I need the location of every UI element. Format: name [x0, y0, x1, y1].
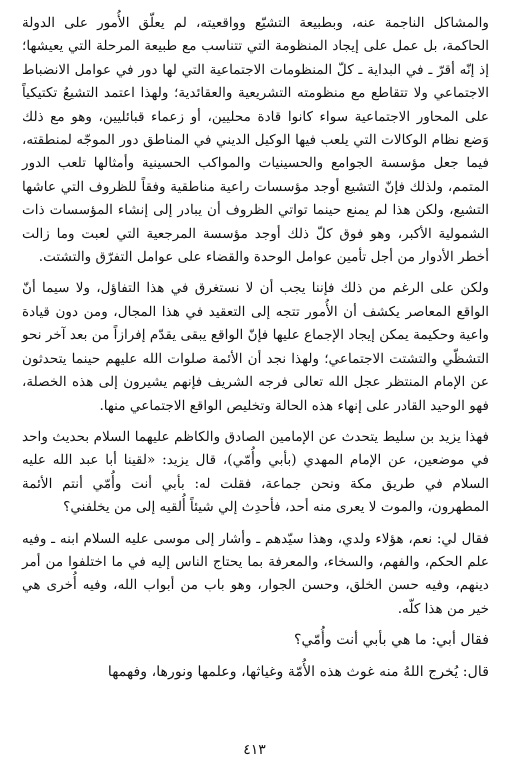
paragraph-2: ولكن على الرغم من ذلك فإننا يجب أن لا نستغرق في هذا التفاؤل، ولا سيما أنّ الواقع المعاصر يكشف أن الأُمور تتجه إلى التعقيد في هذا المجال، ومن دون قيادة واعية وحكيمة يمكن إيجاد الإجماع عليها فإنّ الواقع يبقى يقدّم إفرازاً من بعد آخر نحو التشظّي والتشتت الاجتماعي؛ ولهذا نجد أن الأئمة صلوات الله عليهم حينما يتحدثون عن الإمام المنتظر عجل الله تعالى فرجه الشريف فإنهم يشيرون إلى هذه الخصلة، فهو الوحيد القادر على إنهاء هذه الحالة وتخليص الواقع الاجتماعي منها.	[22, 280, 489, 414]
paragraph-6: قال: يُخرج اللهُ منه غوث هذه الأُمّة وغياثها، وعلمها ونورها، وفهمها	[107, 663, 489, 680]
paragraph-4: فقال لي: نعم، هؤلاء ولدي، وهذا سيّدهم ـ وأشار إلى موسى عليه السلام ابنه ـ وفيه علم الحكم، والفهم، والسخاء، والمعرفة بما يحتاج الناس إليه في ما اختلفوا من أمر دينهم، وفيه حسن الخلق، وحسن الجوار، وهو باب من أبواب الله، وفيه أُخرى هي خير من هذا كلّه.	[22, 530, 489, 617]
paragraph-1: والمشاكل الناجمة عنه، وبطبيعة التشيّع وواقعيته، لم يعلّق الأُمور على الدولة الحاكمة، بل عمل على إيجاد المنظومة التي تتناسب مع طبيعة المرحلة التي يعيشها؛ إذ إنّه أقرّ ـ في البداية ـ كلّ المنظومات الاجتماعية التي لها دور في عوامل الانضباط الاجتماعي ولا تتقاطع مع منظومته التشريعية والعقائدية؛ ولهذا اعتمد التشيعُ تكتيكياً على المحاور الاجتماعية سواء كانوا قادة محليين، أو زعماء قبائليين، وهو مع ذلك وَضع نظام الوكالات التي يلعب فيها الوكيل الديني في المناطق دور الموجّه لمنطقته، فيما جعل مؤسسة الجوامع والحسينيات والمواكب الحسينية وأمثالها تلعب الدور المتمم، ولذلك فإنّ التشيع أوجد مؤسسات راعية مناطقية وفقاً للظروف التي عاشها التشيع، ولكن هذا لم يمنع حينما تواتي الظروف أن يبادر إلى إنشاء المؤسسات ذات الشمولية الأكبر، وهو فوق كلّ ذلك أوجد مؤسسة المرجعية التي لعبت وما زالت أخطر الأدوار من أجل تأمين عوامل الوحدة والقضاء على عوامل التفرّق والتشتت.	[22, 15, 489, 266]
paragraph-5: فقال أبي: ما هي بأبي أنت وأُمّي؟	[294, 632, 489, 649]
paragraph-3: فهذا يزيد بن سليط يتحدث عن الإمامين الصادق والكاظم عليهما السلام بحديث واحد في موضعين، عن الإمام المهدي (بأبي وأُمّي)، قال يزيد: «لقينا أبا عبد الله عليه السلام في طريق مكة ونحن جماعة، فقلت له: بأبي أنت وأُمّي أنتم الأئمة المطهرون، والموت لا يعرى منه أحد، فأحدِث إلي شيئاً أُلقيه إلى من يخلفني؟	[22, 428, 489, 516]
page-number: ٤١٣	[243, 742, 266, 758]
